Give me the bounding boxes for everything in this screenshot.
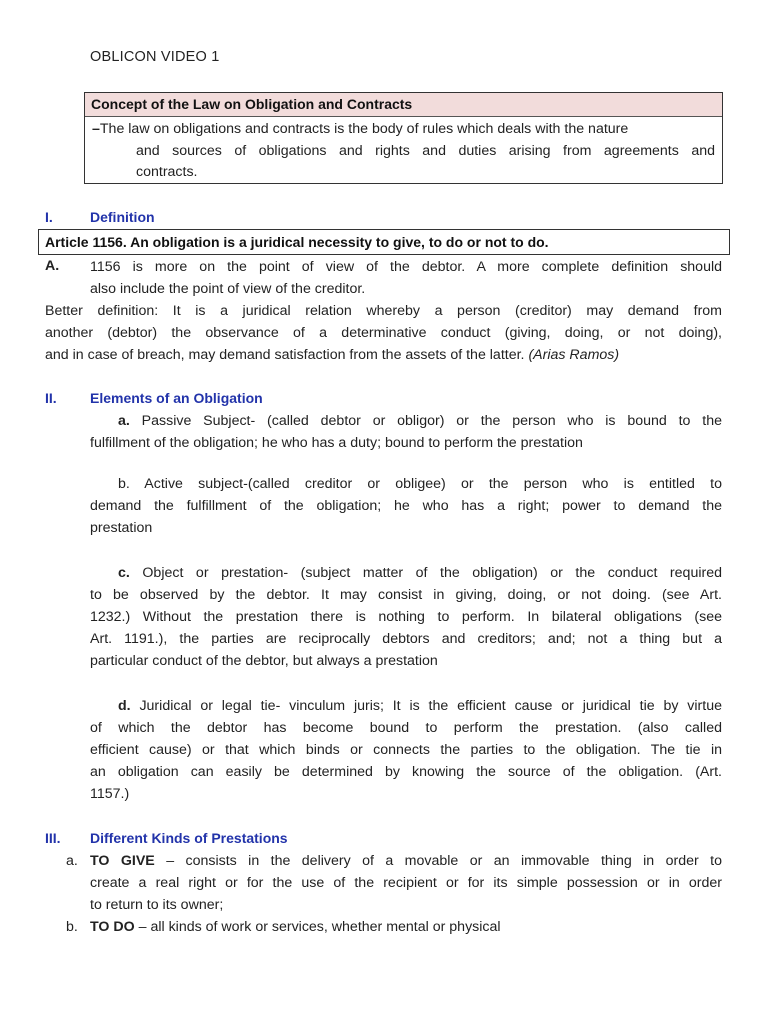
element-c-line-5: particular conduct of the debtor, but always a prestation <box>90 653 438 669</box>
element-b-line-2: demand the fulfillment of the obligation; he who has a right; power to demand the <box>90 498 722 514</box>
item-a-label: A. <box>45 258 60 274</box>
prestation-b-label: b. <box>66 919 78 935</box>
article-1156-box: Article 1156. An obligation is a juridical necessity to give, to do or not to do. <box>38 229 730 255</box>
section-2-number: II. <box>45 390 57 406</box>
item-a-line-2: also include the point of view of the creditor. <box>90 281 366 297</box>
section-3-title: Different Kinds of Prestations <box>90 830 288 846</box>
concept-line-3: contracts. <box>136 164 198 180</box>
element-d-text-1: Juridical or legal tie- vinculum juris; It is the efficient cause or juridical tie by virtue <box>139 698 722 714</box>
better-definition-text: and in case of breach, may demand satisfaction from the assets of the latter. <box>45 347 525 363</box>
element-b-line-1 <box>118 473 722 495</box>
concept-box <box>84 92 723 184</box>
element-a-text-1: Passive Subject- (called debtor or obligor) or the person who is bound to the <box>141 413 722 429</box>
element-a-line-1 <box>118 410 722 432</box>
element-d-line-5: 1157.) <box>90 786 130 802</box>
element-d-line-2: of which the debtor has become bound to perform the prestation. (also called <box>90 720 722 736</box>
section-1-number: I. <box>45 209 53 225</box>
concept-line-2: and sources of obligations and rights and duties arising from agreements and <box>136 142 715 159</box>
item-a-line-1: 1156 is more on the point of view of the debtor. A more complete definition should <box>90 259 722 275</box>
element-b-label: b. <box>118 476 130 492</box>
element-c-line-4: Art. 1191.), the parties are reciprocally debtors and creditors; and; not a thing but a <box>90 631 722 647</box>
element-d-line-4: an obligation can easily be determined by knowing the source of the obligation. (Art. <box>90 764 722 780</box>
concept-body <box>85 117 722 184</box>
concept-heading: Concept of the Law on Obligation and Contracts <box>85 93 722 117</box>
element-c-label: c. <box>118 565 130 581</box>
prestation-a-line-2: create a real right or for the use of the recipient or for its simple possession or in order <box>90 875 722 891</box>
document-title: OBLICON VIDEO 1 <box>90 49 220 65</box>
element-d-line-1 <box>118 695 722 717</box>
prestation-a-line-3: to return to its owner; <box>90 897 224 913</box>
concept-dash: – <box>92 121 100 137</box>
prestation-a-line-1 <box>90 850 722 872</box>
element-d-line-3: efficient cause) or that which binds or connects the parties to the obligation. The tie in <box>90 742 722 758</box>
better-definition-line-2: another (debtor) the observance of a determinative conduct (giving, doing, or not doing), <box>45 325 722 341</box>
section-3-number: III. <box>45 830 61 846</box>
element-b-line-3: prestation <box>90 520 153 536</box>
element-c-text-1: Object or prestation- (subject matter of the obligation) or the conduct required <box>142 565 722 581</box>
element-a-label: a. <box>118 413 130 429</box>
section-2-title: Elements of an Obligation <box>90 390 263 406</box>
prestation-a-text-1: – consists in the delivery of a movable or an immovable thing in order to <box>154 853 722 869</box>
element-c-line-1 <box>118 562 722 584</box>
prestation-a-label: a. <box>66 853 78 869</box>
citation: (Arias Ramos) <box>528 347 620 363</box>
prestation-a-term: TO GIVE <box>90 853 155 869</box>
element-b-text-1: Active subject-(called creditor or obligee) or the person who is entitled to <box>144 476 722 492</box>
prestation-b-term: TO DO <box>90 919 135 935</box>
element-c-line-2: to be observed by the debtor. It may consist in giving, doing, or not doing. (see Art. <box>90 587 722 603</box>
element-c-line-3: 1232.) Without the prestation there is nothing to perform. In bilateral obligations (see <box>90 609 722 625</box>
concept-line-1: The law on obligations and contracts is the body of rules which deals with the nature <box>99 121 629 137</box>
element-d-label: d. <box>118 698 131 714</box>
better-definition-line-1: Better definition: It is a juridical relation whereby a person (creditor) may demand from <box>45 303 722 319</box>
prestation-b-line-1 <box>90 916 722 938</box>
prestation-b-text-1: – all kinds of work or services, whether mental or physical <box>134 919 501 935</box>
element-a-line-2: fulfillment of the obligation; he who has a duty; bound to perform the prestation <box>90 435 583 451</box>
better-definition-line-3 <box>45 344 722 366</box>
section-1-title: Definition <box>90 209 155 225</box>
